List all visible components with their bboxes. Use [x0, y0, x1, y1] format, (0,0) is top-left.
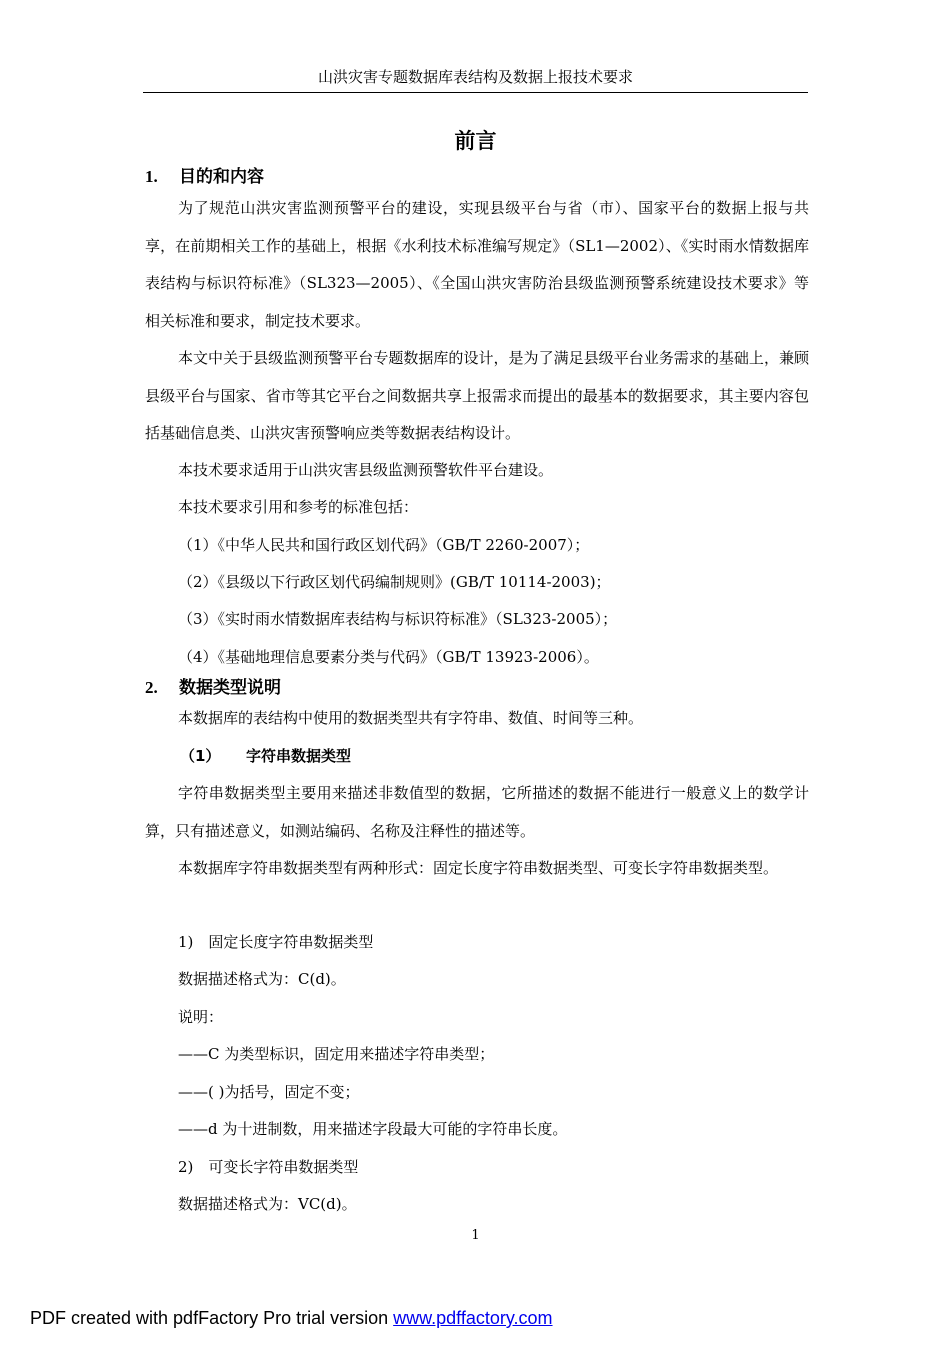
fixed-length-heading: 1) 固定长度字符串数据类型 [178, 933, 374, 951]
section-2-intro: 本数据库的表结构中使用的数据类型共有字符串、数值、时间等三种。 [178, 709, 644, 727]
section-2-heading [145, 676, 281, 700]
explanation-item: ——( )为括号，固定不变； [178, 1083, 360, 1101]
section-1-paragraph-scope: 本技术要求适用于山洪灾害县级监测预警软件平台建设。 [178, 461, 554, 479]
explanation-item: ——d 为十进制数，用来描述字段最大可能的字符串长度。 [178, 1120, 568, 1138]
page-number: 1 [471, 1228, 480, 1243]
section-2-title: 数据类型说明 [179, 678, 281, 698]
reference-item: （3）《实时雨水情数据库表结构与标识符标准》（SL323-2005）； [178, 610, 618, 628]
section-1-paragraph-references-intro: 本技术要求引用和参考的标准包括： [178, 498, 419, 516]
running-header: 山洪灾害专题数据库表结构及数据上报技术要求 [143, 66, 808, 93]
section-1-paragraph-design: 本文中关于县级监测预警平台专题数据库的设计，是为了满足县级平台业务需求的基础上，兼顾县级平台与国家、省市等其它平台之间数据共享上报需求而提出的最基本的数据要求，其主要内容包括基础信息类、山洪灾害预警响应类等数据表结构设计。 [145, 349, 809, 442]
reference-item: （2）《县级以下行政区划代码编制规则》(GB/T 10114-2003)； [178, 573, 611, 591]
subsection-1-title: 字符串数据类型 [246, 747, 352, 765]
reference-item: （4）《基础地理信息要素分类与代码》（GB/T 13923-2006）。 [178, 648, 599, 666]
pdffactory-link[interactable]: www.pdffactory.com [393, 1308, 553, 1328]
section-1-title: 目的和内容 [179, 167, 264, 187]
subsection-1-heading [180, 745, 351, 767]
section-2-number: 2. [145, 678, 158, 697]
section-1-heading [145, 165, 264, 189]
variable-format-line: 数据描述格式为：VC(d)。 [178, 1195, 357, 1213]
explanation-label: 说明： [178, 1008, 224, 1026]
subsection-1-number: （1） [180, 747, 221, 765]
explanation-item: ——C 为类型标识，固定用来描述字符串类型； [178, 1045, 495, 1063]
footer-text: PDF created with pdfFactory Pro trial version [30, 1308, 394, 1328]
section-1-paragraph-purpose: 为了规范山洪灾害监测预警平台的建设，实现县级平台与省（市）、国家平台的数据上报与共享，在前期相关工作的基础上，根据《水利技术标准编写规定》（SL1—2002）、《实时雨水情数据库表结构与标识符标准》（SL323—2005）、《全国山洪灾害防治县级监测预警系统建设技术要求》等相关标准和要求，制定技术要求。 [145, 199, 809, 330]
string-type-paragraph: 字符串数据类型主要用来描述非数值型的数据，它所描述的数据不能进行一般意义上的数学计算，只有描述意义，如测站编码、名称及注释性的描述等。 [145, 784, 809, 840]
section-1-number: 1. [145, 167, 158, 186]
reference-item: （1）《中华人民共和国行政区划代码》（GB/T 2260-2007）； [178, 536, 590, 554]
fixed-format-line: 数据描述格式为：C(d)。 [178, 970, 346, 988]
page-title: 前言 [454, 129, 497, 153]
variable-length-heading: 2) 可变长字符串数据类型 [178, 1158, 359, 1176]
pdf-footer [30, 1305, 553, 1331]
string-forms-paragraph: 本数据库字符串数据类型有两种形式：固定长度字符串数据类型、可变长字符串数据类型。 [178, 859, 779, 877]
